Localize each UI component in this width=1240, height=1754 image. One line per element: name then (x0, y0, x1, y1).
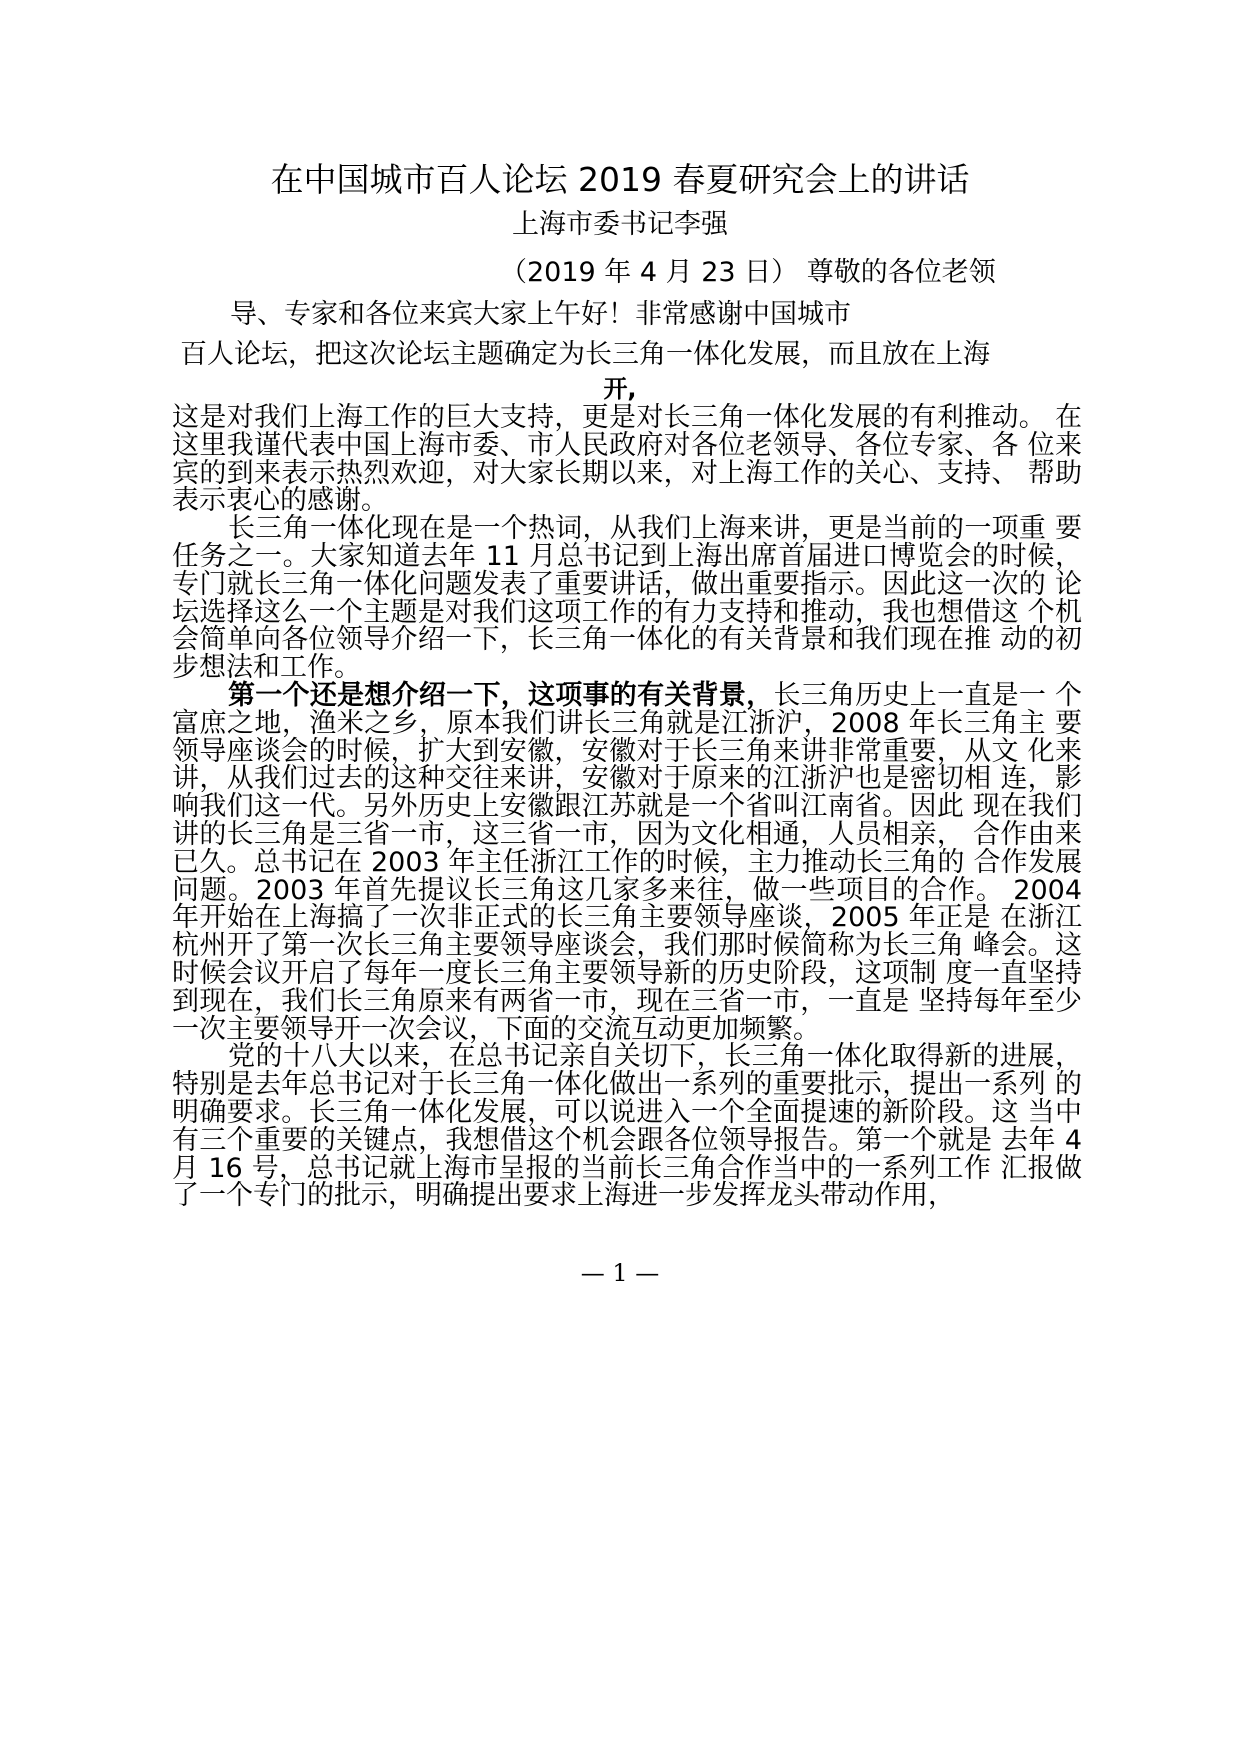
paragraph-2: 长三角一体化现在是一个热词，从我们上海来讲，更是当前的一项重 要任务之一。大家知道去年 11 月总书记到上海出席首届进口博览会的时候， 专门就长三角一体化问题发表了重要讲话，做出重要指示。因此这一次的 论坛选择这么一个主题是对我们这项工作的有力支持和推动，我也想借这 个机会简单向各位领导介绍一下，长三角一体化的有关背景和我们现在推 动的初步想法和工作。 (172, 513, 1082, 684)
intro-line-1: 导、专家和各位来宾大家上午好！非常感谢中国城市 (230, 299, 851, 330)
paragraph-4: 党的十八大以来，在总书记亲自关切下，长三角一体化取得新的进展， 特别是去年总书记对于长三角一体化做出一系列的重要批示，提出一系列 的明确要求。长三角一体化发展，可以说进入一个全面提速的新阶段。这 当中有三个重要的关键点，我想借这个机会跟各位领导报告。第一个就是 去年 4 月 16 号，总书记就上海市呈报的当前长三角合作当中的一系列工作 汇报做了一个专门的批示，明确提出要求上海进一步发挥龙头带动作用， (172, 1041, 1082, 1212)
intro-line-2: 百人论坛，把这次论坛主题确定为长三角一体化发展，而且放在上海 (180, 339, 990, 370)
body-text (172, 404, 1082, 1210)
paragraph-3-bold-lead: 第一个还是想介绍一下，这项事的有关背景， (228, 679, 774, 711)
paragraph-3-body: 长三角历史上一直是一 个富庶之地，渔米之乡，原本我们讲长三角就是江浙沪，2008 年长三角主 要领导座谈会的时候，扩大到安徽，安徽对于长三角来讲非常重要，从文 化来讲，从我们过去的这种交往来讲，安徽对于原来的江浙沪也是密切相 连，影响我们这一代。另外历史上安徽跟江苏就是一个省叫江南省。因此 现在我们讲的长三角是三省一市，这三省一市，因为文化相通，人员相亲， 合作由来已久。总书记在 2003 年主任浙江工作的时候，主力推动长三角的 合作发展问题。2003 年首先提议长三角这几家多来往，做一些项目的合作。 2004 年开始在上海搞了一次非正式的长三角主要领导座谈，2005 年正是 在浙江杭州开了第一次长三角主要领导座谈会，我们那时候简称为长三角 峰会。这时候会议开启了每年一度长三角主要领导新的历史阶段，这项制 度一直坚持到现在，我们长三角原来有两省一市，现在三省一市，一直是 坚持每年至少一次主要领导开一次会议，下面的交流互动更加频繁。 (172, 679, 1083, 1045)
date-line: （2019 年 4 月 23 日） 尊敬的各位老领 (500, 257, 996, 288)
document-title: 在中国城市百人论坛 2019 春夏研究会上的讲话 (270, 160, 970, 199)
document-author: 上海市委书记李强 (512, 209, 728, 240)
paragraph-3 (172, 679, 1083, 1045)
paragraph-1: 这是对我们上海工作的巨大支持，更是对长三角一体化发展的有利推动。 在这里我谨代表中国上海市委、市人民政府对各位老领导、各位专家、各 位来宾的到来表示热烈欢迎，对大家长期以来，对上海工作的关心、支持、 帮助表示衷心的感谢。 (172, 402, 1082, 517)
intro-line-3: 开, (603, 375, 637, 403)
page-number: — 1 — (580, 1259, 660, 1287)
